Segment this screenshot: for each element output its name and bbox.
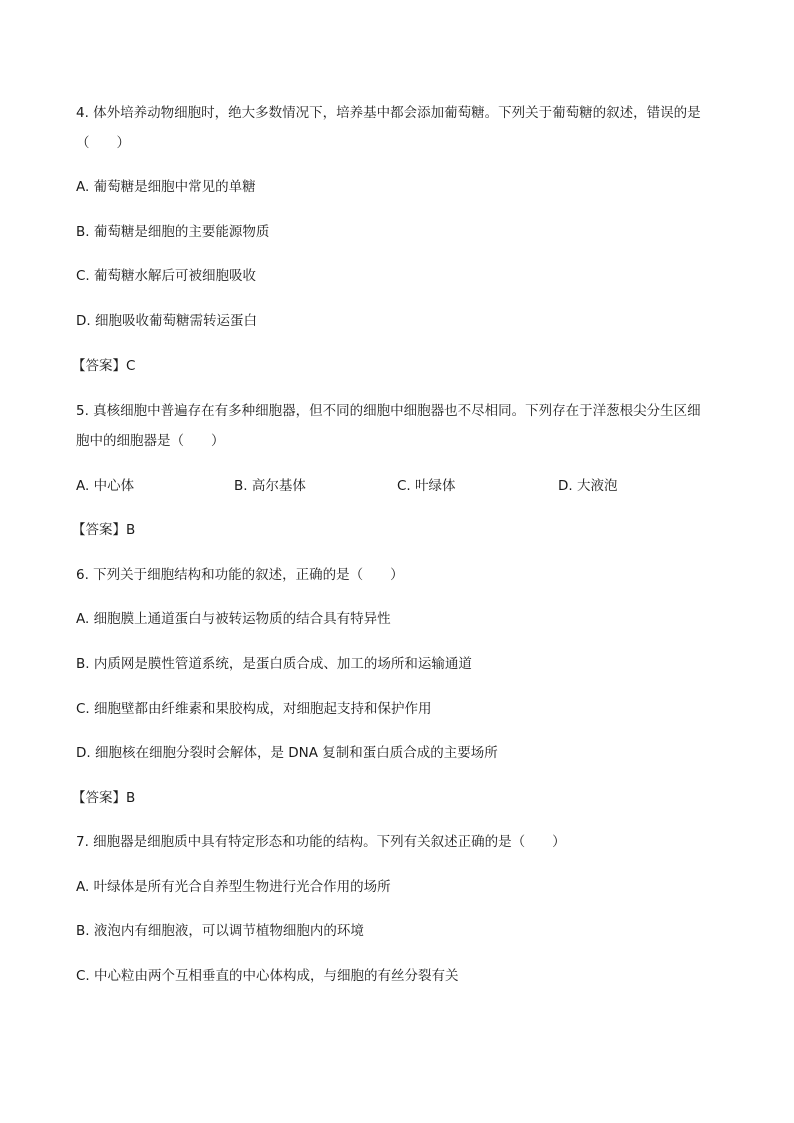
q5-stem-line2: 胞中的细胞器是（ ） <box>76 433 225 449</box>
q4-option-a: A. 葡萄糖是细胞中常见的单糖 <box>76 179 256 195</box>
q5-answer: 【答案】B <box>72 522 136 538</box>
q5-option-c: C. 叶绿体 <box>397 478 456 494</box>
q4-stem-line2: （ ） <box>76 135 130 151</box>
q7-option-b: B. 液泡内有细胞液，可以调节植物细胞内的环境 <box>76 923 364 939</box>
q7-stem: 7. 细胞器是细胞质中具有特定形态和功能的结构。下列有关叙述正确的是（ ） <box>76 834 566 850</box>
q6-option-a: A. 细胞膜上通道蛋白与被转运物质的结合具有特异性 <box>76 611 391 627</box>
q7-option-a: A. 叶绿体是所有光合自养型生物进行光合作用的场所 <box>76 879 391 895</box>
q4-option-d: D. 细胞吸收葡萄糖需转运蛋白 <box>76 313 257 329</box>
q6-option-c: C. 细胞壁都由纤维素和果胶构成，对细胞起支持和保护作用 <box>76 701 432 717</box>
q6-answer: 【答案】B <box>72 790 136 806</box>
q6-option-d: D. 细胞核在细胞分裂时会解体，是 DNA 复制和蛋白质合成的主要场所 <box>76 745 498 761</box>
q5-stem-line1: 5. 真核细胞中普遍存在有多种细胞器，但不同的细胞中细胞器也不尽相同。下列存在于洋葱根尖分生区细 <box>76 403 701 419</box>
q5-option-d: D. 大液泡 <box>558 478 618 494</box>
q6-stem: 6. 下列关于细胞结构和功能的叙述，正确的是（ ） <box>76 567 404 583</box>
q6-option-b: B. 内质网是膜性管道系统，是蛋白质合成、加工的场所和运输通道 <box>76 656 472 672</box>
q7-option-c: C. 中心粒由两个互相垂直的中心体构成，与细胞的有丝分裂有关 <box>76 968 459 984</box>
q4-stem-line1: 4. 体外培养动物细胞时，绝大多数情况下，培养基中都会添加葡萄糖。下列关于葡萄糖的叙述，错误的是 <box>76 105 701 121</box>
q5-option-b: B. 高尔基体 <box>234 478 306 494</box>
q5-options-row <box>76 476 716 496</box>
q4-option-b: B. 葡萄糖是细胞的主要能源物质 <box>76 224 270 240</box>
q4-option-c: C. 葡萄糖水解后可被细胞吸收 <box>76 268 257 284</box>
q5-option-a: A. 中心体 <box>76 478 135 494</box>
q4-answer: 【答案】C <box>72 358 136 374</box>
